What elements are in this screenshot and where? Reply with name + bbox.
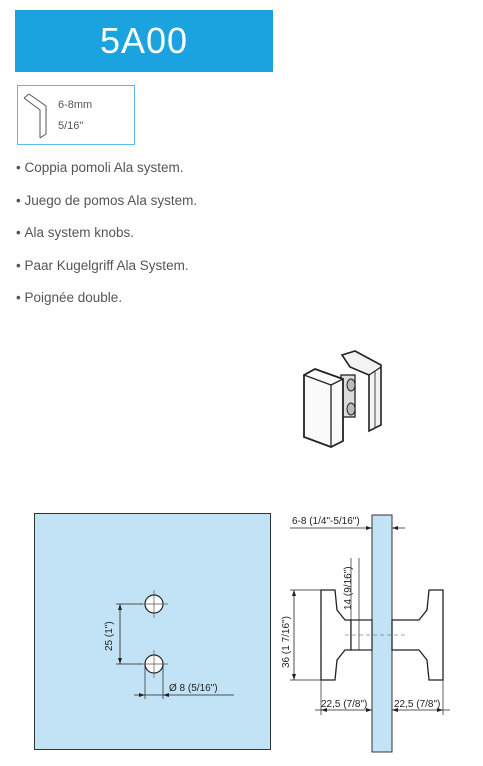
hole-spacing-label: 25 (1") xyxy=(104,621,115,651)
glass-thickness-box xyxy=(17,85,135,145)
description-list xyxy=(16,160,197,323)
depth-left-label: 22,5 (7/8") xyxy=(321,699,368,710)
description-en: • Ala system knobs. xyxy=(16,225,197,258)
side-view-drawing xyxy=(281,510,480,758)
glass-profile-icon xyxy=(22,90,52,140)
thickness-imperial: 5/16" xyxy=(58,120,84,132)
description-es: • Juego de pomos Ala system. xyxy=(16,193,197,226)
glass-range-label: 6-8 (1/4"-5/16") xyxy=(292,516,360,527)
depth-right-label: 22,5 (7/8") xyxy=(394,699,441,710)
hole-diameter-label: Ø 8 (5/16") xyxy=(169,683,218,694)
description-it: • Coppia pomoli Ala system. xyxy=(16,160,197,193)
description-de: • Paar Kugelgriff Ala System. xyxy=(16,258,197,291)
description-fr: • Poignée double. xyxy=(16,290,197,323)
knob-height-label: 36 (1 7/16") xyxy=(281,616,292,668)
neck-width-label: 14 (9/16") xyxy=(343,566,354,610)
product-code: 5A00 xyxy=(99,20,189,61)
front-view-drawing xyxy=(34,513,272,751)
thickness-metric: 6-8mm xyxy=(58,99,93,111)
product-code-banner xyxy=(15,10,273,72)
product-photo xyxy=(295,345,395,450)
